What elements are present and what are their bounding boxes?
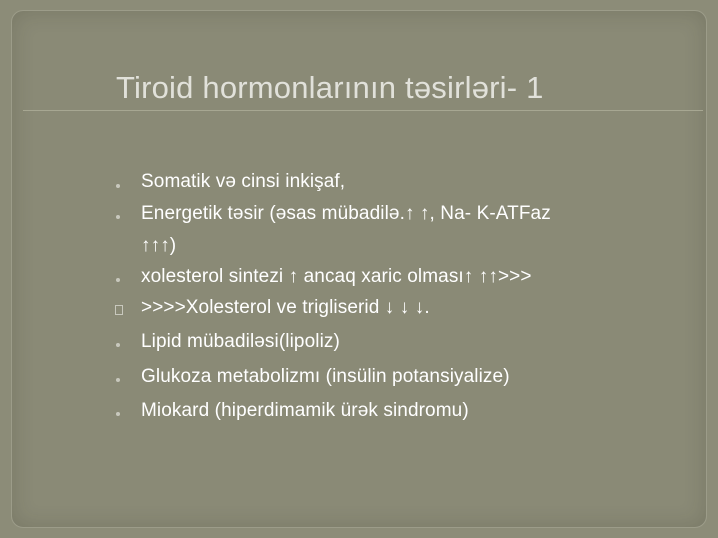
list-item-myocard: Miokard (hiperdimamik ürək sindromu) (141, 400, 469, 421)
list-item-triglyceride: >>>>Xolesterol ve trigliserid ↓ ↓ ↓. (141, 297, 430, 318)
list-item-energetic: Energetik təsir (əsas mübadilə.↑ ↑, Na- K-ATFaz (141, 203, 551, 224)
bullet-dot-2 (116, 215, 120, 219)
list-item-glucose: Glukoza metabolizmı (insülin potansiyalize) (141, 366, 510, 387)
list-item-cholesterol: xolesterol sintezi ↑ ancaq xaric olması↑ ↑↑>>> (141, 266, 532, 287)
bullet-dot-4 (116, 343, 120, 347)
slide-title: Tiroid hormonlarının təsirləri- 1 (116, 70, 544, 105)
bullet-dot-3 (116, 278, 120, 282)
box-bullet (115, 305, 123, 315)
list-item-lipid: Lipid mübadiləsi(lipoliz) (141, 331, 340, 352)
bullet-dot-5 (116, 378, 120, 382)
list-item-somatic: Somatik və cinsi inkişaf, (141, 171, 346, 192)
list-item-energetic-continued: ↑↑↑) (141, 235, 177, 256)
bullet-dot-1 (116, 184, 120, 188)
bullet-dot-6 (116, 412, 120, 416)
